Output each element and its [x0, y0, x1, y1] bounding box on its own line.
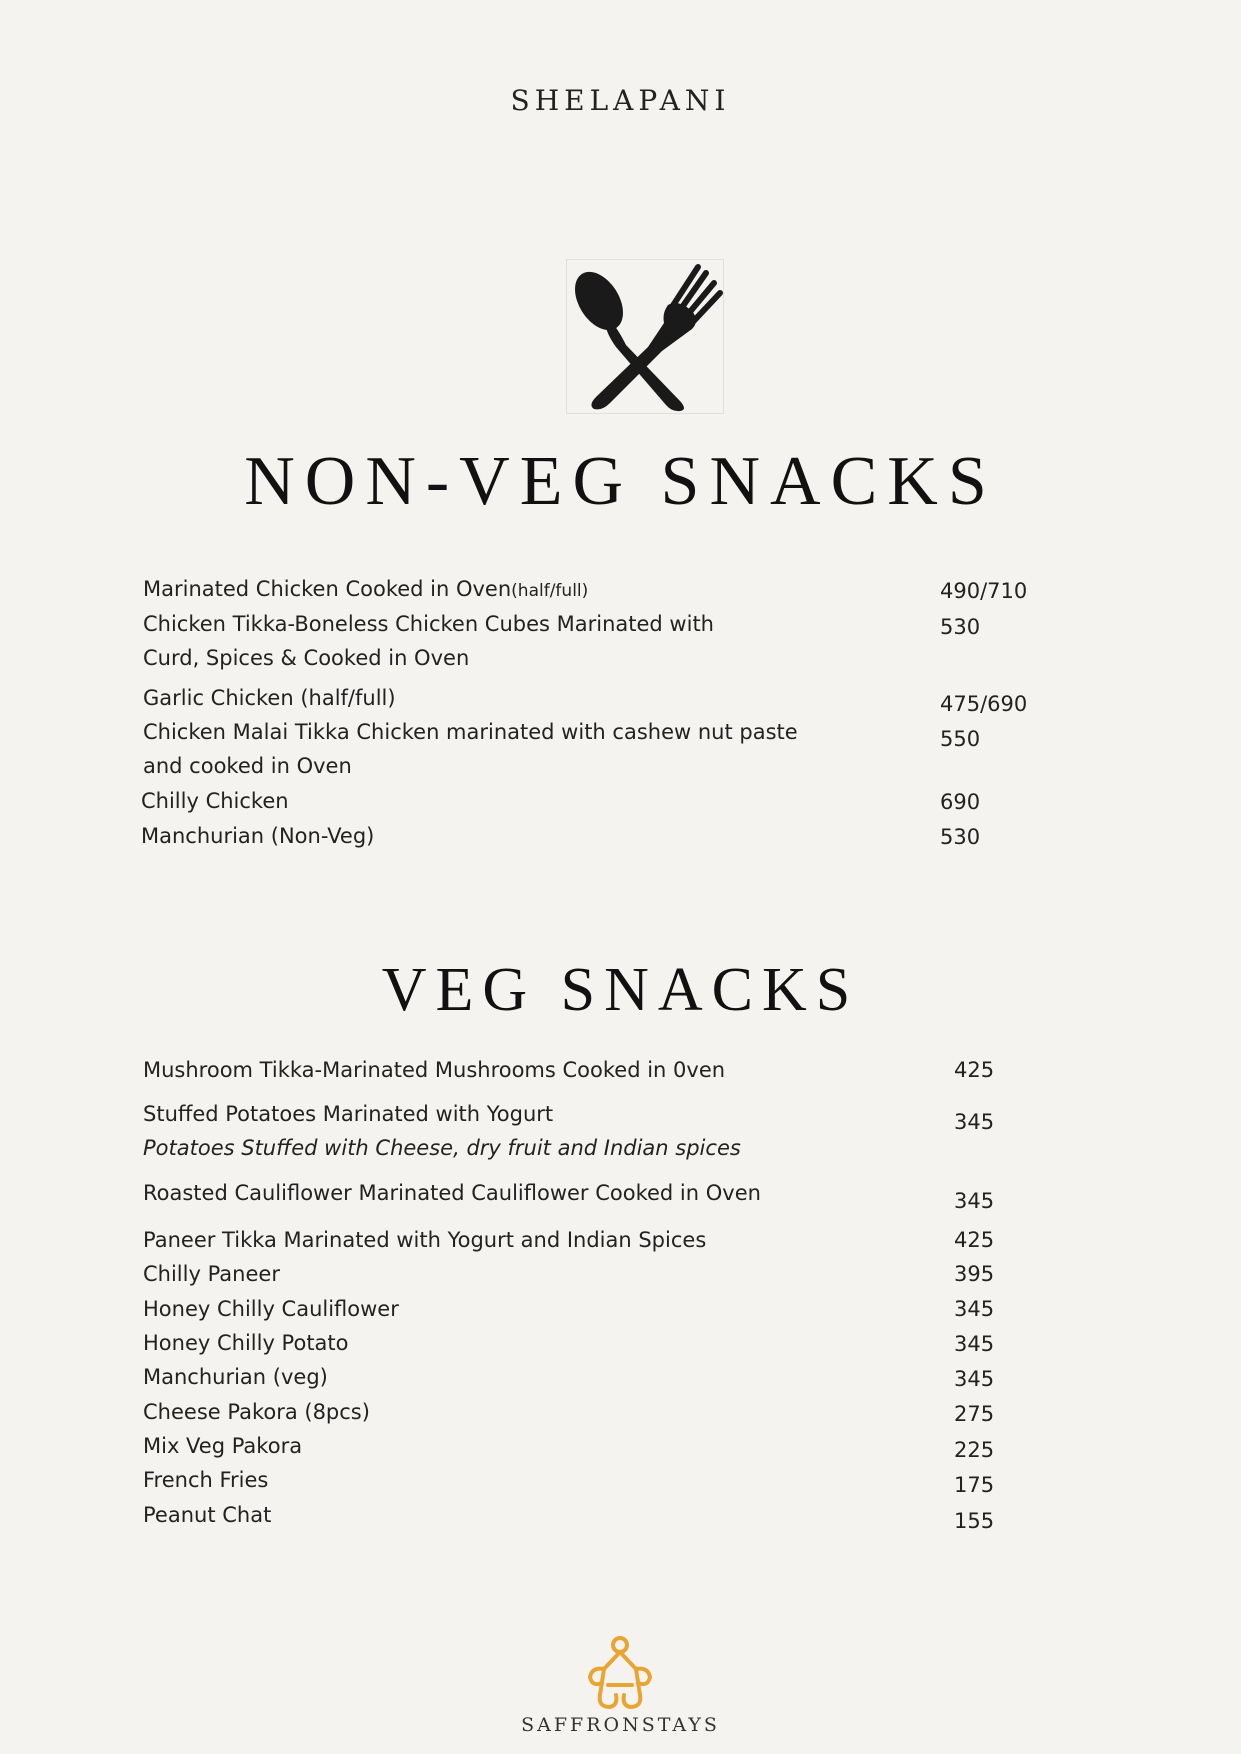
menu-item-name: Manchurian (Non-Veg) — [141, 824, 375, 848]
menu-item-name: Chilly Paneer — [143, 1262, 280, 1286]
menu-item-price: 345 — [954, 1367, 995, 1391]
menu-item-description: and cooked in Oven — [143, 754, 352, 778]
menu-item-price: 690 — [940, 790, 981, 814]
non-veg-title: NON-VEG SNACKS — [244, 443, 997, 520]
menu-item-price: 490/710 — [940, 579, 1028, 603]
menu-item-name: Garlic Chicken (half/full) — [143, 686, 396, 710]
spoon-fork-icon — [566, 259, 724, 414]
menu-item-name: Peanut Chat — [143, 1503, 272, 1527]
footer-brand-name: SAFFRONSTAYS — [521, 1714, 720, 1736]
menu-item-description: Curd, Spices & Cooked in Oven — [143, 646, 470, 670]
menu-item-name: Honey Chilly Potato — [143, 1331, 349, 1355]
menu-item-name: Chicken Tikka-Boneless Chicken Cubes Marinated with — [143, 612, 714, 636]
menu-item-price: 345 — [954, 1297, 995, 1321]
menu-item-name: Marinated Chicken Cooked in Oven(half/full) — [143, 577, 589, 601]
menu-item-price: 530 — [940, 825, 981, 849]
menu-item-name: Chilly Chicken — [141, 789, 289, 813]
menu-item-price: 275 — [954, 1402, 995, 1426]
menu-item-name: Mix Veg Pakora — [143, 1434, 303, 1458]
menu-item-price: 475/690 — [940, 692, 1028, 716]
menu-item-price: 345 — [954, 1110, 995, 1134]
menu-item-name: Roasted Cauliflower Marinated Cauliflower Cooked in Oven — [143, 1181, 761, 1205]
menu-item-price: 550 — [940, 727, 981, 751]
menu-item-description: Potatoes Stuffed with Cheese, dry fruit and Indian spices — [143, 1136, 741, 1160]
menu-item-name: Paneer Tikka Marinated with Yogurt and Indian Spices — [143, 1228, 707, 1252]
menu-item-price: 425 — [954, 1228, 995, 1252]
veg-title: VEG SNACKS — [381, 956, 860, 1024]
menu-item-price: 395 — [954, 1262, 995, 1286]
menu-item-price: 530 — [940, 615, 981, 639]
menu-item-price: 225 — [954, 1438, 995, 1462]
menu-item-note: (half/full) — [511, 581, 589, 601]
menu-item-price: 425 — [954, 1058, 995, 1082]
menu-item-name: Cheese Pakora (8pcs) — [143, 1400, 370, 1424]
menu-item-price: 345 — [954, 1189, 995, 1213]
saffronstays-logo-icon — [578, 1633, 662, 1715]
menu-item-name: Chicken Malai Tikka Chicken marinated with cashew nut paste — [143, 720, 798, 744]
menu-item-price: 175 — [954, 1473, 995, 1497]
menu-item-name: Stuffed Potatoes Marinated with Yogurt — [143, 1102, 554, 1126]
menu-item-name: Manchurian (veg) — [143, 1365, 328, 1389]
menu-item-name: Honey Chilly Cauliflower — [143, 1297, 399, 1321]
menu-item-name: Mushroom Tikka-Marinated Mushrooms Cooked in 0ven — [143, 1058, 726, 1082]
menu-item-price: 155 — [954, 1509, 995, 1533]
menu-item-price: 345 — [954, 1332, 995, 1356]
menu-item-name: French Fries — [143, 1468, 269, 1492]
brand-name: SHELAPANI — [510, 84, 731, 117]
